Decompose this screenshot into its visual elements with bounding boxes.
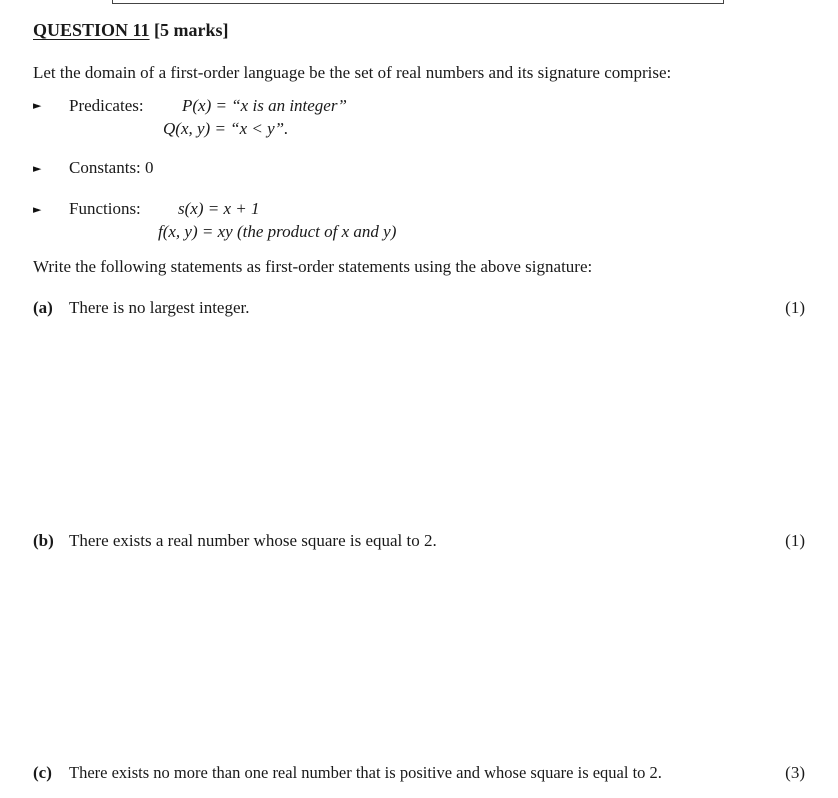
- function-s: s(x) = x + 1: [178, 199, 260, 218]
- predicate-p: P(x) = “x is an integer”: [182, 96, 347, 115]
- constants-text: Constants: 0: [69, 158, 154, 177]
- part-c-label: (c): [33, 763, 52, 782]
- part-c-marks: (3): [785, 763, 805, 782]
- previous-box-border: [112, 0, 724, 4]
- bullet-triangle-icon: ►: [33, 99, 42, 112]
- part-b-marks: (1): [785, 531, 805, 550]
- part-a-label: (a): [33, 298, 53, 317]
- part-a-text: There is no largest integer.: [69, 298, 250, 317]
- bullet-triangle-icon: ►: [33, 203, 42, 216]
- part-b-label: (b): [33, 531, 54, 550]
- instruction-text: Write the following statements as first-order statements using the above signature:: [33, 257, 593, 276]
- part-a-marks: (1): [785, 298, 805, 317]
- functions-label: Functions:: [69, 199, 141, 218]
- question-marks: [5 marks]: [154, 20, 229, 40]
- predicates-label: Predicates:: [69, 96, 144, 115]
- part-b-text: There exists a real number whose square is equal to 2.: [69, 531, 437, 550]
- bullet-triangle-icon: ►: [33, 162, 42, 175]
- intro-text: Let the domain of a first-order language be the set of real numbers and its signature comprise:: [33, 63, 672, 82]
- question-title: QUESTION 11: [33, 20, 150, 40]
- part-c-text: There exists no more than one real number that is positive and whose square is equal to 2.: [69, 763, 662, 782]
- predicate-q: Q(x, y) = “x < y”.: [163, 119, 289, 138]
- question-heading: [33, 20, 229, 41]
- function-f: f(x, y) = xy (the product of x and y): [158, 222, 397, 241]
